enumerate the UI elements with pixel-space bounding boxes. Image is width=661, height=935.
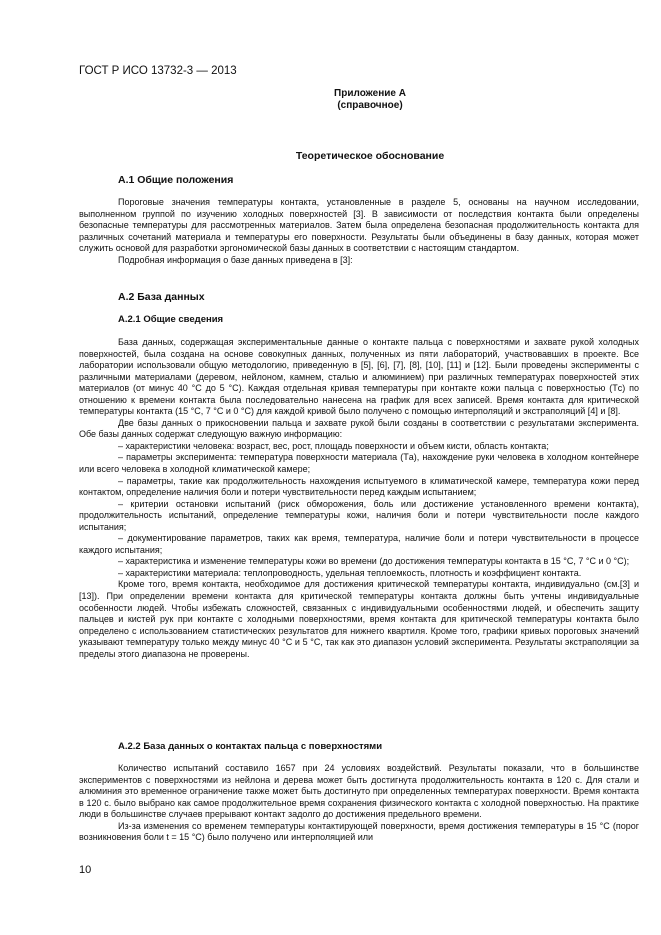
paragraph: Из-за изменения со временем температуры контактирующей поверхности, время достижения температуры в 15 °С (порог возникновения боли t = 15 °С) было получено или интерполяцией или — [79, 820, 639, 843]
paragraph: Кроме того, время контакта, необходимое для достижения критической температуры контакта, индивидуально (см.[3] и [13]). При определении времени контакта для критической температуры контакта должны быть учтены индивидуальные особенности людей. Чтобы избежать сложностей, связанных с индивидуальными особенностями людей, и обеспечить защиту пальцев и кистей рук при контакте с холодными поверхностями, время контакта для критической температуры контакта было определено с использованием статистических результатов для нижнего квартиля. Кроме того, графики кривых пороговых значений указывают температуру только между минус 40 °С и 5 °С, так как это диапазон условий эксперимента. Результаты экстраполяции за пределы этого диапазона не проверены. — [79, 579, 639, 659]
section-a21-body — [79, 337, 639, 660]
subsection-heading-a21: А.2.1 Общие сведения — [118, 314, 224, 325]
paragraph: Две базы данных о прикосновении пальца и захвате рукой были созданы в соответствии с результатами эксперимента. Обе базы данных содержат следующую важную информацию: — [79, 417, 639, 440]
list-item: – параметры эксперимента: температура поверхности материала (Tа), нахождение руки человека в холодном контейнере или всего человека в холодной климатической камере; — [79, 452, 639, 475]
paragraph: Подробная информация о базе данных приведена в [3]: — [118, 254, 353, 265]
annex-note: (справочное) — [337, 100, 403, 111]
list-item: – характеристики человека: возраст, вес, рост, площадь поверхности и объем кисти, область контакта; — [118, 440, 549, 451]
page-number: 10 — [79, 864, 92, 876]
document-title: Теоретическое обоснование — [295, 150, 445, 162]
list-item: – характеристика и изменение температуры кожи во времени (до достижения температуры контакта в 15 °С, 7 °С и 0 °С); — [118, 556, 630, 567]
section-heading-a2: А.2 База данных — [118, 291, 205, 303]
list-item: – характеристики материала: теплопроводность, удельная теплоемкость, плотность и коэффициент контакта. — [118, 567, 582, 578]
paragraph: Количество испытаний составило 1657 при 24 условиях воздействий. Результаты показали, что в большинстве экспериментов с поверхностями из нейлона и дерева может быть достигнута продолжительность контакта в 120 с. Для стали и алюминия это временное ограничение также может быть достигнуто при определенных температурах поверхности. Время контакта в 120 с. было выбрано как самое продолжительное время сохранения физического контакта с холодной поверхностью. На практике люди в большинстве случаев прерывают контакт задолго до достижения предельного времени. — [79, 763, 639, 820]
section-a1-body — [79, 197, 639, 266]
list-item: – документирование параметров, таких как время, температура, наличие боли и потери чувствительности в процессе каждого испытания; — [79, 533, 639, 555]
annex-title: Приложение А — [334, 88, 406, 99]
section-heading-a1: А.1 Общие положения — [118, 174, 234, 186]
list-item: – параметры, такие как продолжительность нахождения испытуемого в климатической камере, температура кожи перед контактом, определение наличия боли и потери чувствительности перед каждым испытанием; — [79, 475, 639, 498]
subsection-heading-a22: А.2.2 База данных о контактах пальца с поверхностями — [118, 741, 383, 752]
section-a22-body — [79, 763, 639, 844]
list-item: – критерии остановки испытаний (риск обморожения, боль или достижение установленного времени контакта), продолжительность испытаний, определение температуры кожи, наличия боли и потери чувствительности после каждого испытания; — [79, 498, 639, 532]
standard-header: ГОСТ Р ИСО 13732-3 — 2013 — [79, 65, 237, 77]
paragraph: База данных, содержащая экспериментальные данные о контакте пальца с поверхностями и захвате рукой холодных поверхностей, была создана на основе совокупных данных, полученных из пяти лабораторий, участвовавших в проекте. Все лаборатории использовали общую методологию, приведенную в [5], [6], [7], [8], [10], [11] и [12]. Были проведены эксперименты с различными материалами (деревом, нейлоном, камнем, сталью и алюминием) при различных температурах поверхностей этих материалов (от минус 40 °С до 5 °С). Каждая отдельная кривая температуры при контакте кожи пальца с поверхностью (Tс) по отношению к времени контакта была последовательно нанесена на график для всех записей. Время контакта для критической температуры контакта (15 °С, 7 °С и 0 °С) для каждой кривой было получено с помощью интерполяций и экстраполяций [4] и [8]. — [79, 337, 639, 417]
paragraph: Пороговые значения температуры контакта, установленные в разделе 5, основаны на научном исследовании, выполненном группой по изучению холодных поверхностей [3]. В зависимости от последствия контакта были определены безопасные температуры для рассмотренных материалов. Затем была определена безопасная продолжительность контакта для различных сочетаний материала и температуры его поверхности. Результаты были объединены в базу данных, которая может служить основой для разработки эргономической базы данных в соответствии с настоящим стандартом. — [79, 197, 639, 254]
